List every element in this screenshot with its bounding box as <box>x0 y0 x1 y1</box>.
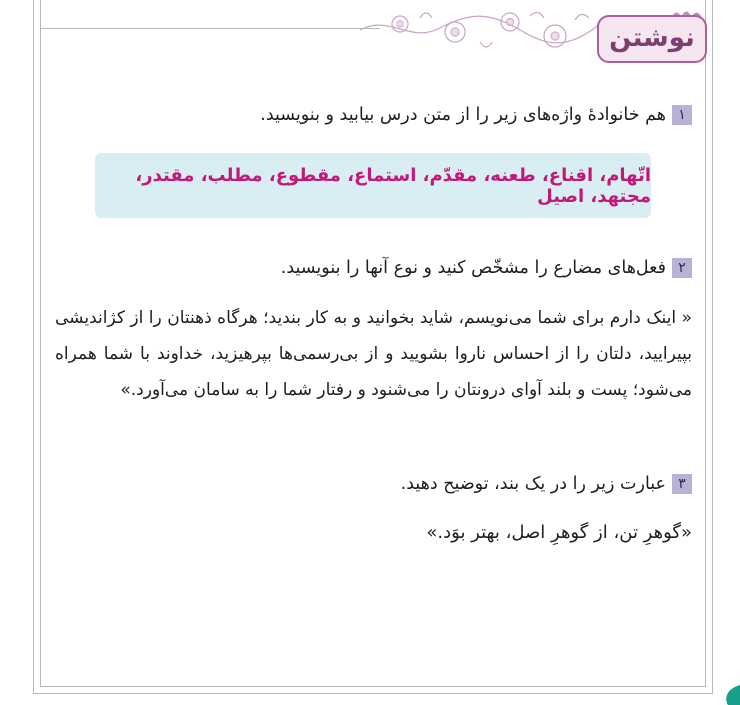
question-3 <box>401 474 692 494</box>
question-text: عبارت زیر را در یک بند، توضیح دهید. <box>400 474 666 494</box>
question-text: هم خانوادهٔ واژه‌های زیر را از متن درس بیابید و بنویسید. <box>260 105 666 125</box>
section-title: نوشتن <box>609 23 695 53</box>
word-list: اتّهام، اقناع، طعنه، مقدّم، استماع، مقطوع، مطلب، مقتدر، مجتهد، اصیل <box>135 164 651 207</box>
question-2 <box>281 258 692 278</box>
quote-text: «گوهرِ تن، از گوهرِ اصل، بهتر بوَد.» <box>426 522 692 543</box>
question-1 <box>260 105 692 125</box>
corner-leaf-icon <box>722 685 740 705</box>
question-number-badge: ۱ <box>672 105 692 125</box>
word-list-box <box>95 153 651 218</box>
floral-ornament-icon <box>360 4 600 56</box>
section-title-box <box>597 15 707 63</box>
passage-text: « اینک دارم برای شما می‌نویسم، شاید بخوانید و به کار بندید؛ هرگاه ذهنتان را از کژاندیشی بپیرایید، دلتان را از احساس ناروا بشویید و از بی‌رسمی‌ها بپرهیزید، خداوند با شما همراه می‌شود؛ پست و بلند آوای درونتان را می‌شنود و رفتار شما را به سامان می‌آورد.» <box>55 308 692 400</box>
question-text: فعل‌های مضارع را مشخّص کنید و نوع آنها را بنویسید. <box>280 258 666 278</box>
header-rule <box>40 28 380 29</box>
question-number-badge: ۲ <box>672 258 692 278</box>
question-number-badge: ۳ <box>672 474 692 494</box>
